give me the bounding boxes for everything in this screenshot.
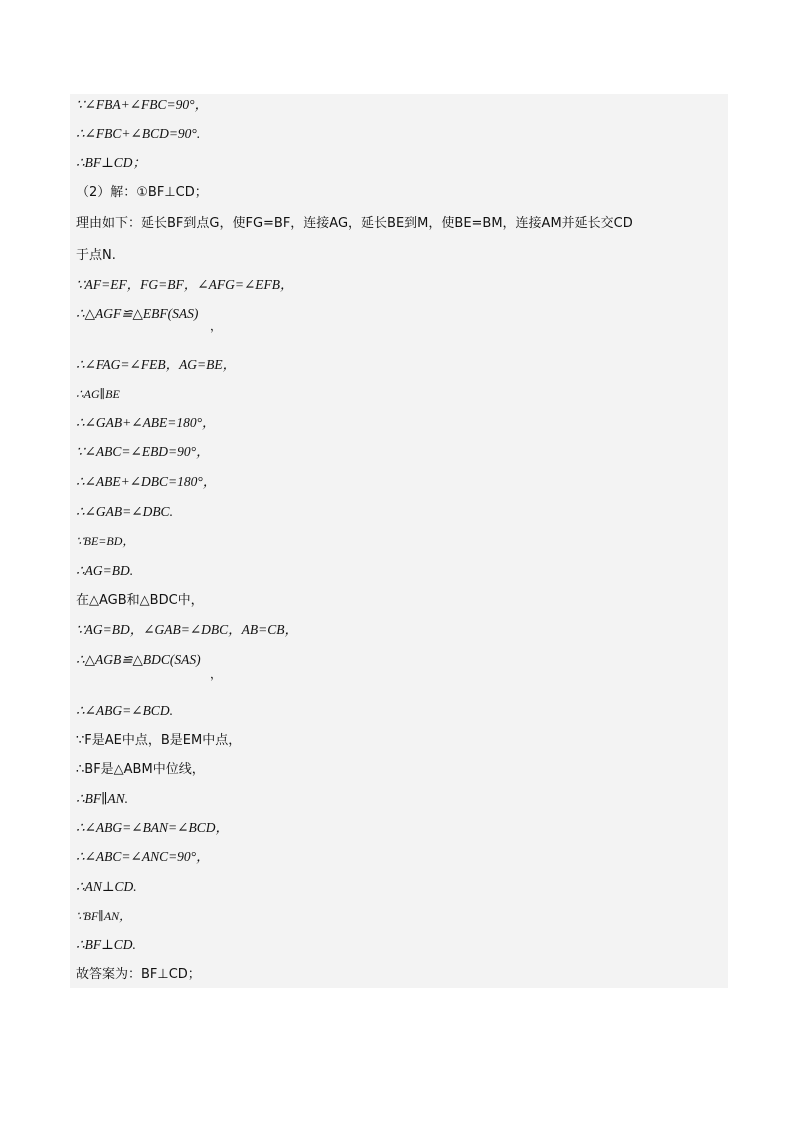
- stray-comma-2: ，: [210, 667, 223, 681]
- final-answer-line: 故答案为：BF⊥CD；: [76, 967, 201, 982]
- proof-line-19: ∴△AGB≌△BDC(SAS): [76, 652, 201, 667]
- proof-line-18: ∵AG=BD，∠GAB=∠DBC，AB=CB，: [76, 622, 299, 637]
- reason-line-continued: 于点N.: [76, 248, 116, 263]
- proof-line-14: ∴∠GAB=∠DBC.: [76, 504, 173, 519]
- proof-line-13: ∴∠ABE+∠DBC=180°，: [76, 474, 217, 489]
- proof-line-17: 在△AGB和△BDC中，: [76, 593, 204, 608]
- proof-line-3: ∴BF⊥CD；: [76, 155, 147, 170]
- proof-line-24: ∴∠ABG=∠BAN=∠BCD，: [76, 820, 229, 835]
- proof-line-11: ∴∠GAB+∠ABE=180°，: [76, 415, 216, 430]
- proof-line-22: ∴BF是△ABM中位线，: [76, 762, 205, 777]
- part-2-heading: （2）解：①BF⊥CD；: [76, 185, 208, 200]
- proof-line-16: ∴AG=BD.: [76, 563, 134, 578]
- proof-line-23: ∴BF∥AN.: [76, 791, 128, 806]
- proof-line-21: ∵F是AE中点，B是EM中点，: [76, 733, 242, 748]
- proof-line-28: ∴BF⊥CD.: [76, 937, 136, 952]
- proof-line-12: ∵∠ABC=∠EBD=90°，: [76, 444, 210, 459]
- proof-line-2: ∴∠FBC+∠BCD=90°.: [76, 126, 201, 141]
- proof-line-20: ∴∠ABG=∠BCD.: [76, 703, 173, 718]
- proof-line-27: ∵BF∥AN，: [76, 909, 132, 923]
- stray-comma-1: ，: [210, 319, 223, 333]
- reason-line: 理由如下：延长BF到点G，使FG=BF，连接AG，延长BE到M，使BE=BM，连接AM并延长交CD: [76, 216, 633, 231]
- proof-line-15: ∵BE=BD，: [76, 534, 135, 548]
- proof-line-1: ∵∠FBA+∠FBC=90°，: [76, 97, 209, 112]
- proof-line-8: ∴△AGF≌△EBF(SAS): [76, 306, 199, 321]
- proof-line-26: ∴AN⊥CD.: [76, 879, 137, 894]
- proof-line-7: ∵AF=EF，FG=BF，∠AFG=∠EFB，: [76, 277, 294, 292]
- proof-line-9: ∴∠FAG=∠FEB，AG=BE，: [76, 357, 237, 372]
- proof-line-25: ∴∠ABC=∠ANC=90°，: [76, 849, 210, 864]
- proof-line-10: ∴AG∥BE: [76, 387, 120, 401]
